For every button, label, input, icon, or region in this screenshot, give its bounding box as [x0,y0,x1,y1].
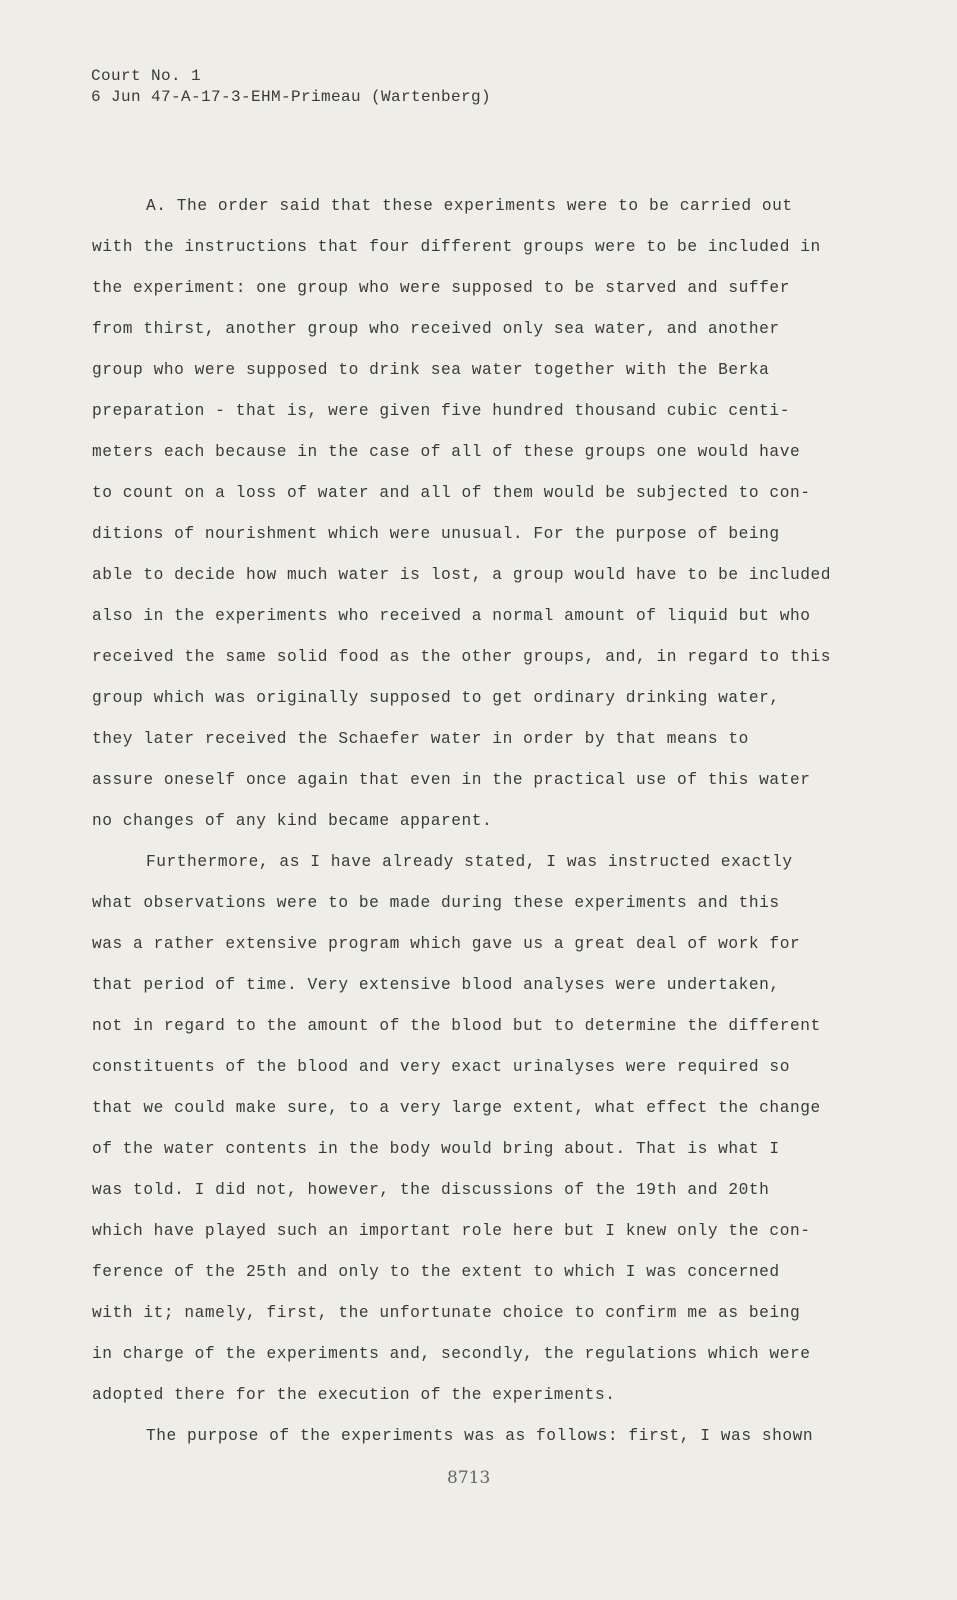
text-line: group who were supposed to drink sea water together with the Berka [92,361,770,379]
text-line: A. The order said that these experiments were to be carried out [146,197,793,215]
text-line: that we could make sure, to a very large extent, what effect the change [92,1099,821,1117]
text-line: assure oneself once again that even in the practical use of this water [92,771,811,789]
testimony-text [92,186,852,1457]
court-number: Court No. 1 [91,67,202,85]
text-line: from thirst, another group who received only sea water, and another [92,320,780,338]
text-line: Furthermore, as I have already stated, I was instructed exactly [146,853,793,871]
text-line: ditions of nourishment which were unusual. For the purpose of being [92,525,780,543]
text-line: that period of time. Very extensive blood analyses were undertaken, [92,976,780,994]
text-line: was told. I did not, however, the discussions of the 19th and 20th [92,1181,770,1199]
text-line: was a rather extensive program which gave us a great deal of work for [92,935,801,953]
text-line: what observations were to be made during these experiments and this [92,894,780,912]
text-line: they later received the Schaefer water in order by that means to [92,730,749,748]
text-line: preparation - that is, were given five hundred thousand cubic centi- [92,402,790,420]
text-line: constituents of the blood and very exact urinalyses were required so [92,1058,790,1076]
text-line: of the water contents in the body would bring about. That is what I [92,1140,780,1158]
text-line: adopted there for the execution of the experiments. [92,1386,616,1404]
page-number: 8713 [447,1468,491,1488]
text-line: with it; namely, first, the unfortunate choice to confirm me as being [92,1304,801,1322]
text-line: the experiment: one group who were supposed to be starved and suffer [92,279,790,297]
text-line: able to decide how much water is lost, a group would have to be included [92,566,832,584]
text-line: no changes of any kind became apparent. [92,812,493,830]
text-line: The purpose of the experiments was as follows: first, I was shown [146,1427,814,1445]
document-reference: 6 Jun 47-A-17-3-EHM-Primeau (Wartenberg) [91,88,492,106]
text-line: group which was originally supposed to get ordinary drinking water, [92,689,780,707]
text-line: to count on a loss of water and all of them would be subjected to con- [92,484,811,502]
document-header [91,66,491,108]
text-line: not in regard to the amount of the blood but to determine the different [92,1017,821,1035]
text-line: meters each because in the case of all of these groups one would have [92,443,801,461]
text-line: also in the experiments who received a normal amount of liquid but who [92,607,811,625]
text-line: which have played such an important role here but I knew only the con- [92,1222,811,1240]
text-line: received the same solid food as the other groups, and, in regard to this [92,648,832,666]
text-line: in charge of the experiments and, secondly, the regulations which were [92,1345,811,1363]
text-line: ference of the 25th and only to the extent to which I was concerned [92,1263,780,1281]
text-line: with the instructions that four different groups were to be included in [92,238,821,256]
